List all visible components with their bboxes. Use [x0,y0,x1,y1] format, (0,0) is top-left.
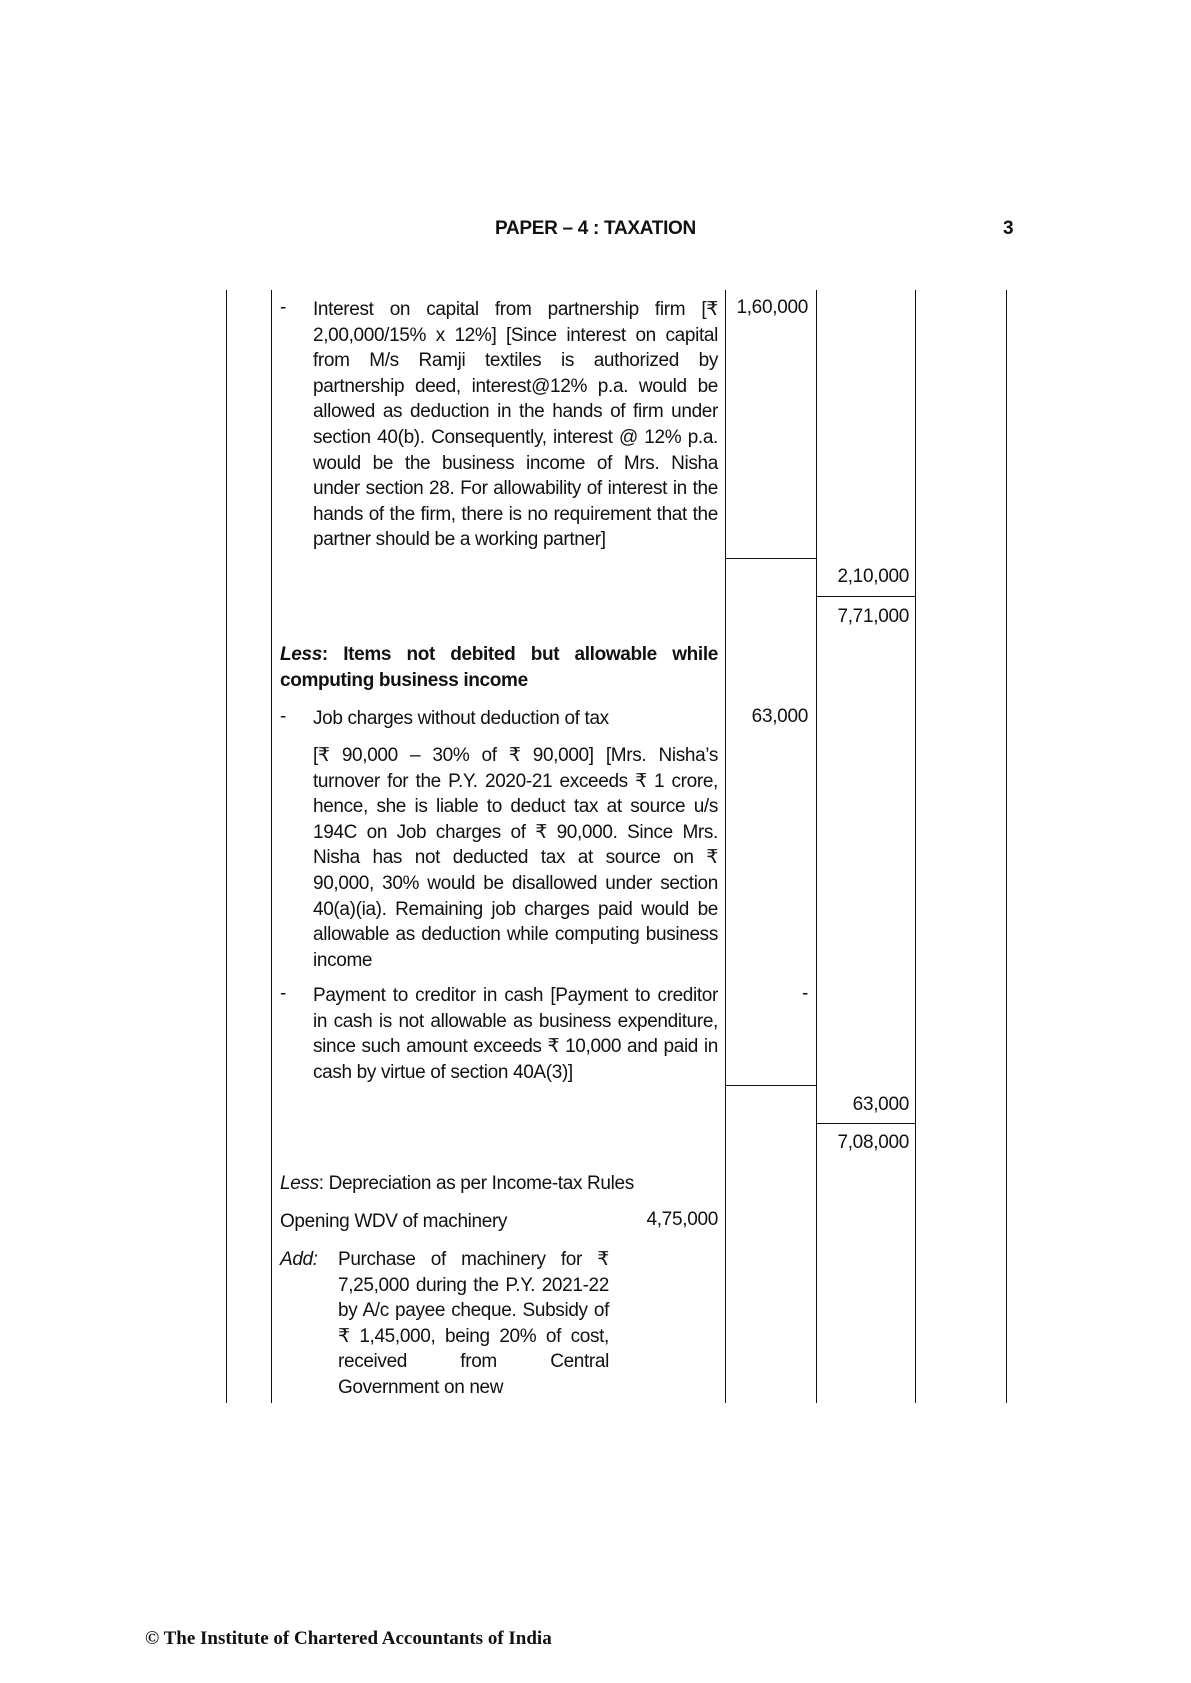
opening-wdv-label: Opening WDV of machinery [280,1211,508,1232]
less-prefix: Less [280,1173,319,1194]
subtotal-rule-2 [725,1085,816,1086]
page-number: 3 [1003,218,1014,239]
subtotal-rule-1 [725,558,816,559]
total-rule-2 [816,1123,915,1124]
less-items-heading [280,642,718,693]
total-amount-1: 7,71,000 [837,606,909,627]
less-depreciation-text: : Depreciation as per Income-tax Rules [318,1173,634,1194]
interest-capital-description: Interest on capital from partnership firm [₹ 2,00,000/15% x 12%] [Since interest on capital from M/s Ramji textiles is authorized by partnership deed, interest@12% p.a. would be allowed as deduction in the hands of firm under section 40(b). Consequently, interest @ 12% p.a. would be the business income of Mrs. Nisha under section 28. For allowability of interest in the hands of the firm, there is no requirement that the partner should be a working partner] [313,299,718,551]
table-border-right [1006,290,1007,1403]
list-dash: - [280,706,287,727]
total-amount-2: 7,08,000 [837,1132,909,1153]
less-prefix: Less [280,644,322,665]
page-footer: © The Institute of Chartered Accountants of India [145,1628,552,1649]
table-border-left-inner [271,290,272,1403]
column-divider-amount-3 [915,290,916,1403]
column-divider-amount-1 [725,290,726,1403]
subtotal-amount-2: 63,000 [852,1094,909,1115]
subtotal-amount-1: 2,10,000 [837,566,909,587]
less-depreciation-heading [280,1171,718,1197]
job-charges-description: [₹ 90,000 – 30% of ₹ 90,000] [Mrs. Nisha’s turnover for the P.Y. 2020-21 exceeds ₹ 1 crore, hence, she is liable to deduct tax at source u/s 194C on Job charges of ₹ 90,000. Since Mrs. Nisha has not deducted tax at source on ₹ 90,000, 30% would be disallowed under section 40(a)(ia). Remaining job charges paid would be allowable as deduction while computing business income [313,745,718,971]
creditor-cash-amount: - [801,983,808,1004]
add-purchase-description: Purchase of machinery for ₹ 7,25,000 during the P.Y. 2021-22 by A/c payee cheque. Subsidy of ₹ 1,45,000, being 20% of cost, received from Central Government on new [338,1249,609,1398]
interest-capital-amount: 1,60,000 [736,297,808,318]
less-items-text: : Items not debited but allowable while computing business income [280,644,718,691]
job-charges-title: Job charges without deduction of tax [313,708,609,729]
opening-wdv-amount: 4,75,000 [646,1209,718,1230]
job-charges-amount: 63,000 [751,706,808,727]
list-dash: - [280,297,287,318]
total-rule-1 [816,596,915,597]
column-divider-amount-2 [816,290,817,1403]
table-border-left-outer [226,290,227,1403]
page-header-title: PAPER – 4 : TAXATION [495,218,696,239]
add-prefix: Add: [280,1249,318,1270]
list-dash: - [280,983,287,1004]
creditor-cash-description: Payment to creditor in cash [Payment to creditor in cash is not allowable as business expenditure, since such amount exceeds ₹ 10,000 and paid in cash by virtue of section 40A(3)] [313,985,718,1083]
